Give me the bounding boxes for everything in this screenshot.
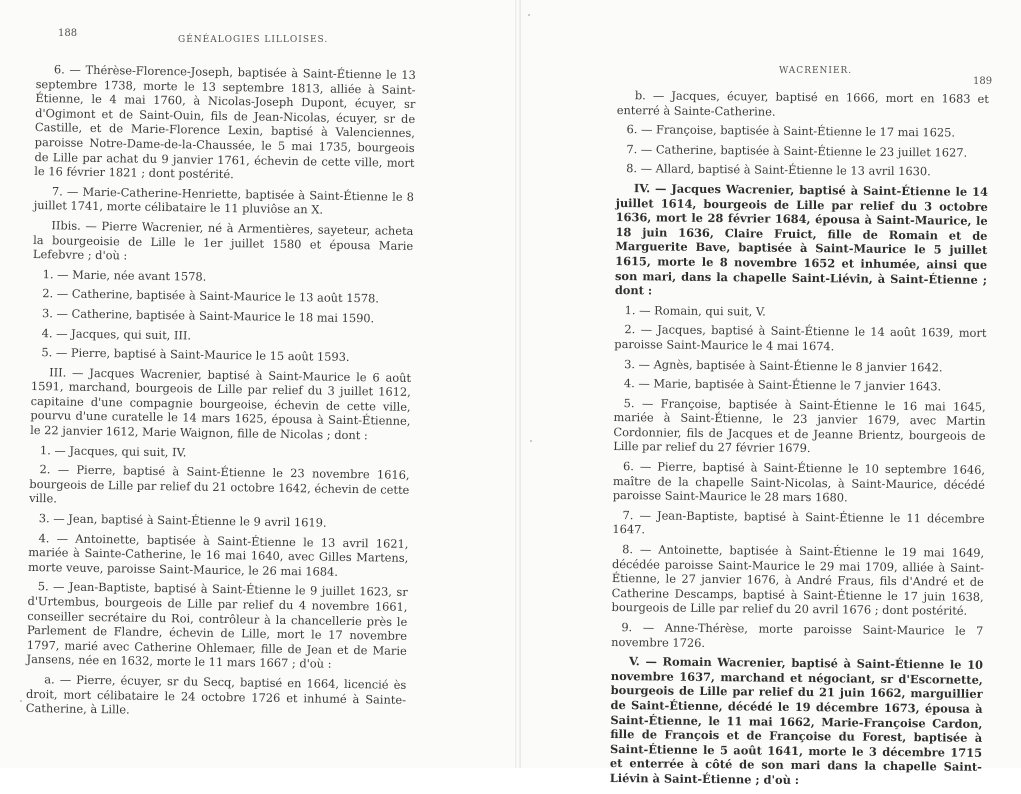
entry-catherine-1590: 3. — Catherine, baptisée à Saint-Maurice le 18 mai 1590. bbox=[41, 306, 375, 326]
entry-antoinette-1649: 8. — Antoinette, baptisée à Saint-Étienne le 19 mai 1649, décédée paroisse Saint-Maurice le 29 mai 1709, alliée à Saint-Étienne, le 27 janvier 1676, à André Fraus, fils d'André et de Catherine Descamps, baptisé à Saint-Étienne le 17 juin 1638, bourgeois de Lille par relief du 20 avril 1676 ; dont postérité. bbox=[611, 542, 985, 619]
running-head-right: WACRENIER. bbox=[779, 66, 853, 76]
entry-catherine-1578: 2. — Catherine, baptisée à Saint-Maurice le 13 août 1578. bbox=[42, 286, 379, 306]
entry-jacques-iv-ref: 1. — Jacques, qui suit, IV. bbox=[39, 442, 187, 460]
entry-pierre-wacrenier-iibis: IIbis. — Pierre Wacrenier, né à Armentières, sayeteur, acheta la bourgeoisie de Lille le 1er juillet 1580 et épousa Marie Lefebvre ; d'où : bbox=[32, 218, 414, 263]
entry-marie-1643: 4. — Marie, baptisée à Saint-Étienne le 7 janvier 1643. bbox=[623, 376, 942, 394]
entry-jean-1619: 3. — Jean, baptisé à Saint-Étienne le 9 avril 1619. bbox=[38, 511, 327, 530]
page-number-right: 189 bbox=[973, 76, 993, 87]
right-page-text bbox=[610, 88, 989, 794]
entry-jacques-wacrenier-iii: III. — Jacques Wacrenier, baptisé à Saint-Maurice le 6 août 1591, marchand, bourgeois de Lille par relief du 3 juillet 1612, capitaine d'une compagnie bourgeoise, échevin de cette ville, pourvu d'une curatelle le 14 mars 1625, épousa à Saint-Étienne, le 22 janvier 1612, Marie Waignon, fille de Nicolas ; dont : bbox=[30, 364, 412, 443]
entry-pierre-1646: 6. — Pierre, baptisé à Saint-Étienne le 10 septembre 1646, maître de la chapelle Saint-Nicolas, à Saint-Maurice, décédé paroisse Saint-Maurice le 28 mars 1680. bbox=[612, 459, 986, 505]
paper-speck bbox=[20, 700, 22, 702]
entry-marie: 1. — Marie, née avant 1578. bbox=[42, 266, 207, 284]
paper-speck bbox=[530, 440, 532, 442]
entry-jacques-1666: b. — Jacques, écuyer, baptisé en 1666, mort en 1683 et enterré à Sainte-Catherine. bbox=[616, 88, 989, 119]
entry-pierre-1593: 5. — Pierre, baptisé à Saint-Maurice le 15 août 1593. bbox=[41, 345, 350, 365]
entry-jacques-iii-ref: 4. — Jacques, qui suit, III. bbox=[41, 325, 192, 342]
entry-jean-baptiste-1647: 7. — Jean-Baptiste, baptisé à Saint-Étienne le 11 décembre 1647. bbox=[612, 507, 985, 537]
entry-marie-catherine: 7. — Marie-Catherine-Henriette, baptisée à Saint-Étienne le 8 juillet 1741, morte célibataire le 11 pluviôse an X. bbox=[33, 184, 415, 217]
left-page-text bbox=[26, 62, 416, 727]
entry-allard-1630: 8. — Allard, baptisé à Saint-Étienne le 13 avril 1630. bbox=[626, 161, 931, 179]
entry-pierre-1616: 2. — Pierre, baptisé à Saint-Étienne le 23 novembre 1616, bourgeois de Lille par relief du 21 octobre 1642, échevin de cette ville. bbox=[29, 462, 410, 506]
entry-anne-therese: 9. — Anne-Thérèse, morte paroisse Saint-Maurice le 7 novembre 1726. bbox=[611, 620, 984, 650]
page-number-left: 188 bbox=[58, 28, 78, 39]
entry-agnes-1642: 3. — Agnès, baptisée à Saint-Étienne le 8 janvier 1642. bbox=[624, 356, 943, 374]
entry-jacques-1639: 2. — Jacques, baptisé à Saint-Étienne le 14 août 1639, mort paroisse Saint-Maurice le 4 mai 1674. bbox=[614, 322, 987, 354]
entry-catherine-1627: 7. — Catherine, baptisée à Saint-Étienne le 23 juillet 1627. bbox=[626, 141, 968, 160]
entry-romain-wacrenier-v: V. — Romain Wacrenier, baptisé à Saint-Étienne le 10 novembre 1637, marchand et négociant, sr d'Escornette, bourgeois de Lille par relief du 21 juin 1662, marguillier de Saint-Étienne, décédé le 19 décembre 1673, épousa à Saint-Étienne, le 11 mai 1662, Marie-Françoise Cardon, fille de François et de Françoise du Forest, baptisée à Saint-Étienne le 5 août 1641, morte le 3 décembre 1715 et enterrée à côté de son mari dans la chapelle Saint-Liévin à Saint-Étienne ; d'où : bbox=[609, 654, 984, 787]
entry-jacques-wacrenier-iv: IV. — Jacques Wacrenier, baptisé à Saint-Étienne le 14 juillet 1614, bourgeois de Lille par relief du 3 octobre 1636, mort le 28 février 1684, épousa à Saint-Maurice, le 18 juin 1636, Claire Fruict, fille de Romain et de Marguerite Bave, baptisée à Saint-Maurice le 5 juillet 1615, morte le 8 novembre 1652 et inhumée, ainsi que son mari, dans la chapelle Saint-Liévin, à Saint-Étienne ; dont : bbox=[614, 181, 989, 298]
entry-antoinette-1621: 4. — Antoinette, baptisée à Saint-Étienne le 13 avril 1621, mariée à Sainte-Catherine, le 16 mai 1640, avec Gilles Martens, morte veuve, paroisse Saint-Maurice, le 26 mai 1684. bbox=[27, 530, 409, 579]
entry-pierre-du-secq: a. — Pierre, écuyer, sr du Secq, baptisé en 1664, licencié ès droit, mort célibataire le 24 octobre 1726 et inhumé à Sainte-Catherine, à Lille. bbox=[25, 672, 407, 717]
entry-romain-v-ref: 1. — Romain, qui suit, V. bbox=[624, 302, 766, 319]
entry-jean-baptiste-1623: 5. — Jean-Baptiste, baptisé à Saint-Étienne le 9 juillet 1623, sr d'Urtembus, bourgeois de Lille par relief du 4 novembre 1661, conseiller secrétaire du Roi, contrôleur à la chancellerie près le Parlement de Flandre, échevin de Lille, mort le 17 novembre 1797, marié avec Catherine Ohlemaer, fille de Jean et de Marie Jansens, née en 1632, morte le 11 mars 1667 ; d'où : bbox=[26, 579, 408, 672]
running-head-left: GÉNÉALOGIES LILLOISES. bbox=[178, 35, 329, 45]
paper-speck bbox=[528, 14, 530, 16]
left-page bbox=[0, 0, 515, 768]
entry-francoise-1625: 6. — Françoise, baptisée à Saint-Étienne le 17 mai 1625. bbox=[626, 122, 956, 140]
right-page bbox=[521, 0, 1021, 787]
entry-francoise-1645: 5. — Françoise, baptisée à Saint-Étienne le 16 mai 1645, mariée à Saint-Étienne, le 23 janvier 1679, avec Martin Cordonnier, fils de Jacques et de Jeanne Brientz, bourgeois de Lille par relief du 27 février 1679. bbox=[613, 395, 986, 456]
entry-therese-florence: 6. — Thérèse-Florence-Joseph, baptisée à Saint-Étienne le 13 septembre 1738, morte le 13 septembre 1813, alliée à Saint-Étienne, le 4 mai 1760, à Nicolas-Joseph Dupont, écuyer, sr d'Ogimont et de Saint-Ouin, fils de Jean-Nicolas, écuyer, sr de Castille, et de Marie-Florence Lexin, baptisé à Valenciennes, paroisse Notre-Dame-de-la-Chaussée, le 5 mai 1735, bourgeois de Lille par achat du 9 janvier 1761, échevin de cette ville, mort le 16 février 1821 ; dont postérité. bbox=[34, 62, 416, 182]
